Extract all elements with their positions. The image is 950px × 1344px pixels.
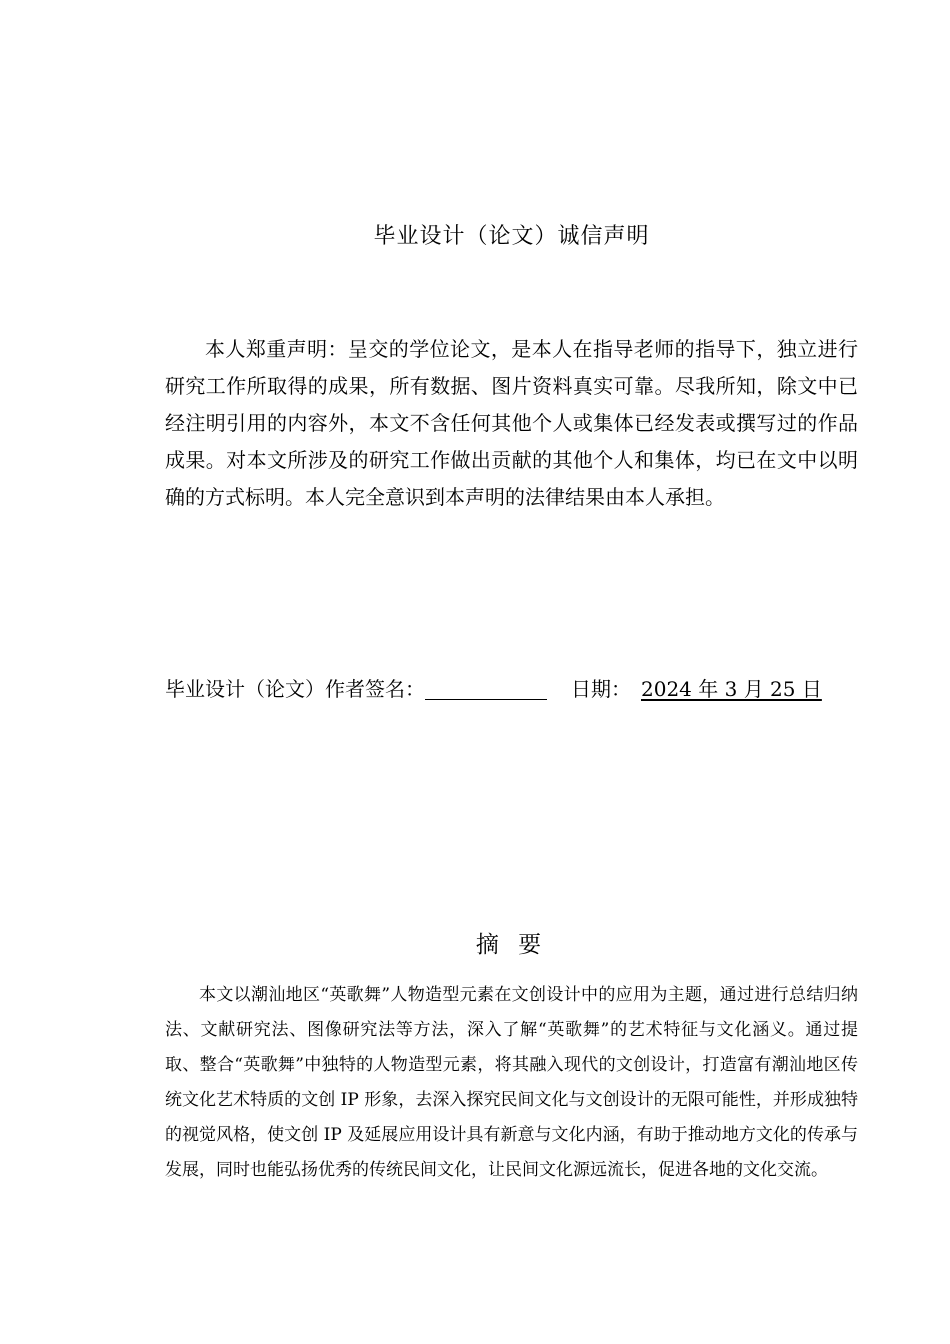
- signature-line: [165, 672, 885, 706]
- abstract-title: 摘 要: [475, 932, 548, 958]
- signature-label: 毕业设计（论文）作者签名：: [165, 677, 425, 701]
- declaration-title: 毕业设计（论文）诚信声明: [373, 224, 650, 249]
- declaration-body: 本人郑重声明：呈交的学位论文，是本人在指导老师的指导下，独立进行研究工作所取得的成果，所有数据、图片资料真实可靠。尽我所知，除文中已经注明引用的内容外，本文不含任何其他个人或集体已经发表或撰写过的作品成果。对本文所涉及的研究工作做出贡献的其他个人和集体，均已在文中以明确的方式标明。本人完全意识到本声明的法律结果由本人承担。: [165, 337, 858, 509]
- date-label: 日期：: [571, 677, 631, 701]
- signature-blank: [425, 675, 547, 700]
- abstract-body: 本文以潮汕地区“英歌舞”人物造型元素在文创设计中的应用为主题，通过进行总结归纳法、文献研究法、图像研究法等方法，深入了解“英歌舞”的艺术特征与文化涵义。通过提取、整合“英歌舞”中独特的人物造型元素，将其融入现代的文创设计，打造富有潮汕地区传统文化艺术特质的文创 IP 形象，去深入探究民间文化与文创设计的无限可能性，并形成独特的视觉风格，使文创 IP 及延展应用设计具有新意与文化内涵，有助于推动地方文化的传承与发展，同时也能弘扬优秀的传统民间文化，让民间文化源远流长，促进各地的文化交流。: [165, 985, 858, 1180]
- date-value: 2024 年 3 月 25 日: [641, 677, 822, 701]
